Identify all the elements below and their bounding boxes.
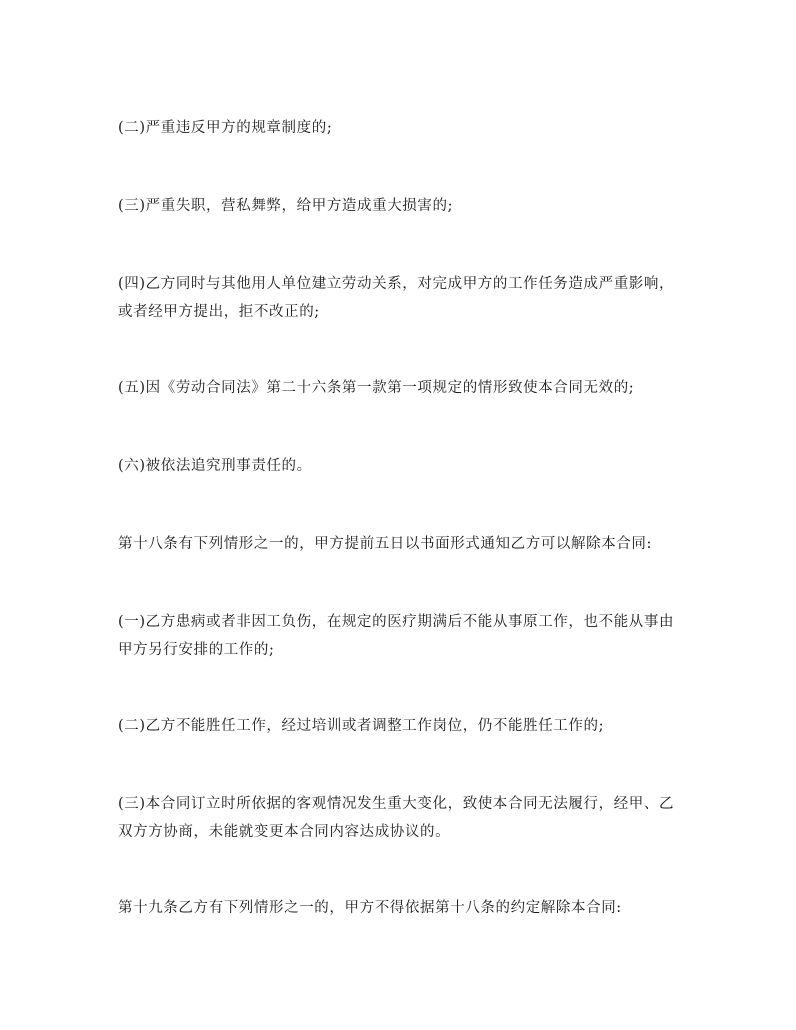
article-heading-19: 第十九条乙方有下列情形之一的，甲方不得依据第十八条的约定解除本合同: bbox=[118, 900, 622, 916]
clause-paragraph: (五)因《劳动合同法》第二十六条第一款第一项规定的情形致使本合同无效的; bbox=[118, 380, 635, 396]
clause-paragraph: (三)本合同订立时所依据的客观情况发生重大变化，致使本合同无法履行，经甲、乙双方方协商，未能就变更本合同内容达成协议的。 bbox=[118, 796, 675, 840]
clause-paragraph: (二)乙方不能胜任工作，经过培训或者调整工作岗位，仍不能胜任工作的; bbox=[118, 718, 605, 734]
clause-paragraph: (六)被依法追究刑事责任的。 bbox=[118, 458, 312, 474]
clause-paragraph: (一)乙方患病或者非因工负伤，在规定的医疗期满后不能从事原工作，也不能从事由甲方另行安排的工作的; bbox=[118, 614, 675, 658]
article-heading-18: 第十八条有下列情形之一的，甲方提前五日以书面形式通知乙方可以解除本合同: bbox=[118, 536, 652, 552]
clause-paragraph: (二)严重违反甲方的规章制度的; bbox=[118, 120, 333, 136]
clause-paragraph: (三)严重失职，营私舞弊，给甲方造成重大损害的; bbox=[118, 198, 454, 214]
clause-paragraph: (四)乙方同时与其他用人单位建立劳动关系，对完成甲方的工作任务造成严重影响，或者经甲方提出，拒不改正的; bbox=[118, 276, 675, 320]
